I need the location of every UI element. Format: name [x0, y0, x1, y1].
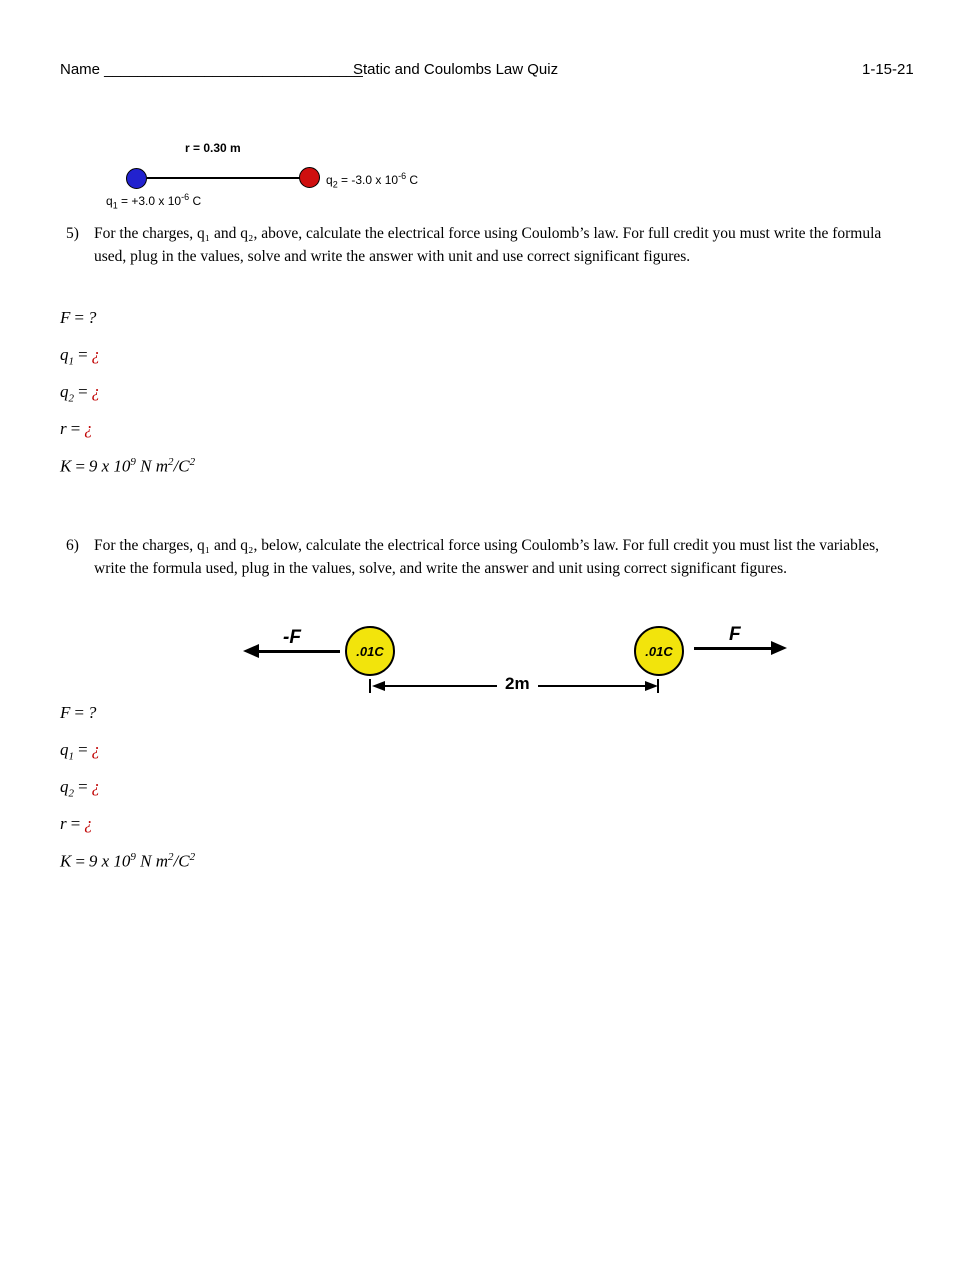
eq-k-exp3: 2 — [189, 456, 196, 468]
question-5-number: 5) — [66, 225, 79, 242]
equation-line-r — [60, 814, 195, 837]
name-field-label: Name _______________________________ — [60, 61, 363, 78]
left-charge-label: .01C — [356, 643, 384, 659]
eq-r-lhs: r — [60, 419, 67, 438]
equals-sign: = — [73, 308, 85, 327]
eq-k-coeff: 9 x 10 — [88, 851, 131, 871]
charge-q2-label — [326, 171, 418, 189]
eq-r-lhs: r — [60, 814, 67, 833]
charge-q2-dot — [299, 167, 320, 188]
q2-base: q — [326, 173, 333, 187]
distance-label: 2m — [497, 674, 538, 694]
eq-q2-placeholder: ¿ — [91, 382, 100, 401]
right-charge-circle — [634, 626, 684, 676]
eq-q2-base: q — [60, 382, 69, 401]
q1-unit: C — [189, 194, 202, 208]
q2-value: = -3.0 x 10 — [337, 173, 399, 187]
question-6-number: 6) — [66, 537, 79, 554]
right-charge-label: .01C — [645, 643, 673, 659]
eq-f-lhs: F — [60, 703, 71, 722]
equation-line-f — [60, 308, 195, 331]
equation-line-f — [60, 703, 195, 726]
eq-q1-placeholder: ¿ — [91, 345, 100, 364]
eq-q1-base: q — [60, 345, 69, 364]
eq-k-lhs: K — [60, 456, 72, 476]
question-5 — [66, 223, 892, 268]
equals-sign: = — [74, 456, 86, 476]
eq-k-lhs: K — [60, 851, 72, 871]
equation-line-k — [60, 851, 195, 874]
equation-line-q1 — [60, 345, 195, 368]
equation-line-r — [60, 419, 195, 442]
eq-r-placeholder: ¿ — [84, 419, 93, 438]
q1-subscript: 1 — [112, 200, 118, 211]
charge-connector-line — [147, 177, 301, 179]
eq-k-unit2: /C — [173, 456, 190, 476]
equals-sign: = — [73, 703, 85, 722]
eq-k-exp1: 9 — [130, 851, 136, 863]
charge-q1-dot — [126, 168, 147, 189]
eq-q1-placeholder: ¿ — [91, 740, 100, 759]
eq-k-exp1: 9 — [130, 456, 136, 468]
eq-k-exp3: 2 — [189, 851, 196, 863]
answer-variables-q5 — [60, 308, 195, 493]
eq-k-coeff: 9 x 10 — [88, 456, 131, 476]
left-charge-circle — [345, 626, 395, 676]
eq-f-rhs: ? — [87, 308, 97, 327]
eq-q1-base: q — [60, 740, 69, 759]
left-force-arrow-line — [257, 650, 340, 653]
equals-sign: = — [69, 814, 82, 833]
right-force-arrowhead-icon — [771, 641, 787, 655]
eq-q1-subscript: 1 — [68, 750, 74, 763]
document-date: 1-15-21 — [862, 61, 914, 78]
q1-exponent: -6 — [181, 192, 190, 202]
equals-sign: = — [74, 851, 86, 871]
eq-q2-base: q — [60, 777, 69, 796]
separation-distance-label: r = 0.30 m — [185, 141, 241, 155]
document-title: Static and Coulombs Law Quiz — [353, 61, 559, 78]
equation-line-q2 — [60, 777, 195, 800]
equation-line-k — [60, 456, 195, 479]
eq-f-lhs: F — [60, 308, 71, 327]
eq-k-exp2: 2 — [168, 851, 174, 863]
equation-line-q1 — [60, 740, 195, 763]
right-force-arrow-line — [694, 647, 773, 650]
eq-q2-placeholder: ¿ — [91, 777, 100, 796]
eq-f-rhs: ? — [87, 703, 97, 722]
eq-q2-subscript: 2 — [68, 392, 74, 405]
dimension-tick-left — [369, 679, 371, 693]
equation-line-q2 — [60, 382, 195, 405]
neg-force-label: -F — [283, 627, 301, 648]
eq-k-unit1: N m — [135, 851, 168, 871]
equals-sign: = — [69, 419, 82, 438]
equals-sign: = — [77, 777, 89, 796]
answer-variables-q6 — [60, 703, 195, 888]
equals-sign: = — [77, 740, 89, 759]
eq-q1-subscript: 1 — [68, 355, 74, 368]
q2-exponent: -6 — [398, 171, 407, 181]
equals-sign: = — [77, 345, 89, 364]
charge-q1-label — [106, 192, 201, 210]
q2-unit: C — [406, 173, 419, 187]
q2-subscript: 2 — [332, 179, 338, 190]
equals-sign: = — [77, 382, 89, 401]
left-force-arrowhead-icon — [243, 644, 259, 658]
eq-k-unit1: N m — [135, 456, 168, 476]
question-6 — [66, 535, 892, 580]
question-5-text: For the charges, q₁ and q₂, above, calculate the electrical force using Coulomb’s law. For full credit you must write the formula used, plug in the values, solve and write the answer with unit and use correct significant figures. — [94, 225, 882, 265]
eq-r-placeholder: ¿ — [84, 814, 93, 833]
question-6-text: For the charges, q₁ and q₂, below, calculate the electrical force using Coulomb’s law. For full credit you must list the variables, write the formula used, plug in the values, solve, and write the answer and unit using correct significant figures. — [94, 537, 880, 577]
eq-k-unit2: /C — [173, 851, 190, 871]
q1-base: q — [106, 194, 113, 208]
eq-q2-subscript: 2 — [68, 787, 74, 800]
force-label: F — [729, 624, 741, 645]
eq-k-exp2: 2 — [168, 456, 174, 468]
q1-value: = +3.0 x 10 — [117, 194, 182, 208]
